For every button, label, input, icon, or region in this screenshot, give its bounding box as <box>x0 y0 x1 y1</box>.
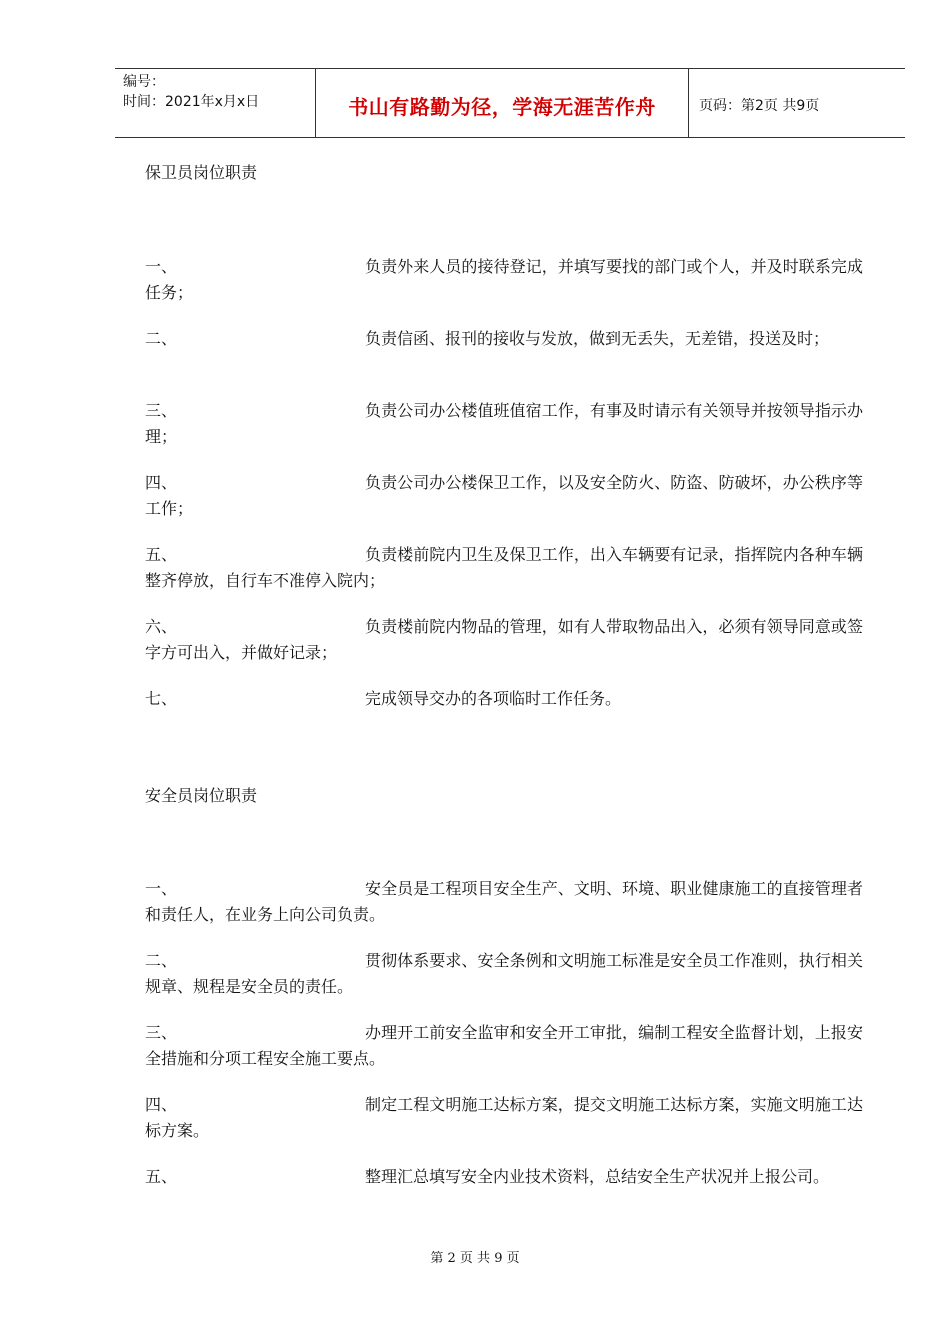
item-text: 整理汇总填写安全内业技术资料，总结安全生产状况并上报公司。 <box>365 1167 830 1186</box>
header-page-label: 页码：第2页 共9页 <box>699 98 820 114</box>
list-item <box>145 326 863 352</box>
item-number: 七、 <box>145 689 178 708</box>
item-text: 贯彻体系要求、安全条例和文明施工标准是安全员工作准则，执行相关规章、规程是安全员的责任。 <box>145 951 863 996</box>
item-text: 负责外来人员的接待登记，并填写要找的部门或个人，并及时联系完成任务； <box>145 257 863 302</box>
list-item <box>145 470 863 522</box>
item-number: 三、 <box>145 1023 178 1042</box>
item-text: 负责楼前院内物品的管理，如有人带取物品出入，必须有领导同意或签字方可出入，并做好记录； <box>145 617 863 662</box>
item-number: 六、 <box>145 617 178 636</box>
section-title-safety: 安全员岗位职责 <box>145 786 258 805</box>
header-time-label: 时间：2021年x月x日 <box>123 94 260 110</box>
header-motto: 书山有路勤为径，学海无涯苦作舟 <box>348 95 656 119</box>
item-text: 完成领导交办的各项临时工作任务。 <box>365 689 622 708</box>
list-item <box>145 254 863 306</box>
item-text: 负责信函、报刊的接收与发放，做到无丢失，无差错，投送及时； <box>365 329 830 348</box>
item-number: 五、 <box>145 545 178 564</box>
item-text: 办理开工前安全监审和安全开工审批，编制工程安全监督计划，上报安全措施和分项工程安全施工要点。 <box>145 1023 863 1068</box>
header-number-label: 编号： <box>123 74 165 90</box>
item-number: 一、 <box>145 257 178 276</box>
page-header <box>115 68 905 138</box>
list-item <box>145 876 863 928</box>
section-title-guard: 保卫员岗位职责 <box>145 163 258 182</box>
item-number: 三、 <box>145 401 178 420</box>
list-item <box>145 614 863 666</box>
header-info-cell <box>115 69 316 137</box>
item-number: 一、 <box>145 879 178 898</box>
header-motto-cell <box>316 69 689 137</box>
item-text: 安全员是工程项目安全生产、文明、环境、职业健康施工的直接管理者和责任人，在业务上向公司负责。 <box>145 879 863 924</box>
item-number: 五、 <box>145 1167 178 1186</box>
list-item <box>145 948 863 1000</box>
item-number: 二、 <box>145 951 178 970</box>
list-item <box>145 1092 863 1144</box>
list-item <box>145 686 863 712</box>
item-number: 二、 <box>145 329 178 348</box>
list-item <box>145 1020 863 1072</box>
item-text: 负责公司办公楼值班值宿工作，有事及时请示有关领导并按领导指示办理； <box>145 401 863 446</box>
item-text: 负责公司办公楼保卫工作，以及安全防火、防盗、防破坏，办公秩序等工作； <box>145 473 863 518</box>
list-item <box>145 398 863 450</box>
list-item <box>145 542 863 594</box>
item-text: 制定工程文明施工达标方案，提交文明施工达标方案，实施文明施工达标方案。 <box>145 1095 863 1140</box>
header-page-cell <box>689 69 905 137</box>
page-footer: 第 2 页 共 9 页 <box>430 1251 520 1266</box>
list-item <box>145 1164 863 1190</box>
item-number: 四、 <box>145 473 178 492</box>
item-number: 四、 <box>145 1095 178 1114</box>
item-text: 负责楼前院内卫生及保卫工作，出入车辆要有记录，指挥院内各种车辆整齐停放，自行车不准停入院内； <box>145 545 863 590</box>
